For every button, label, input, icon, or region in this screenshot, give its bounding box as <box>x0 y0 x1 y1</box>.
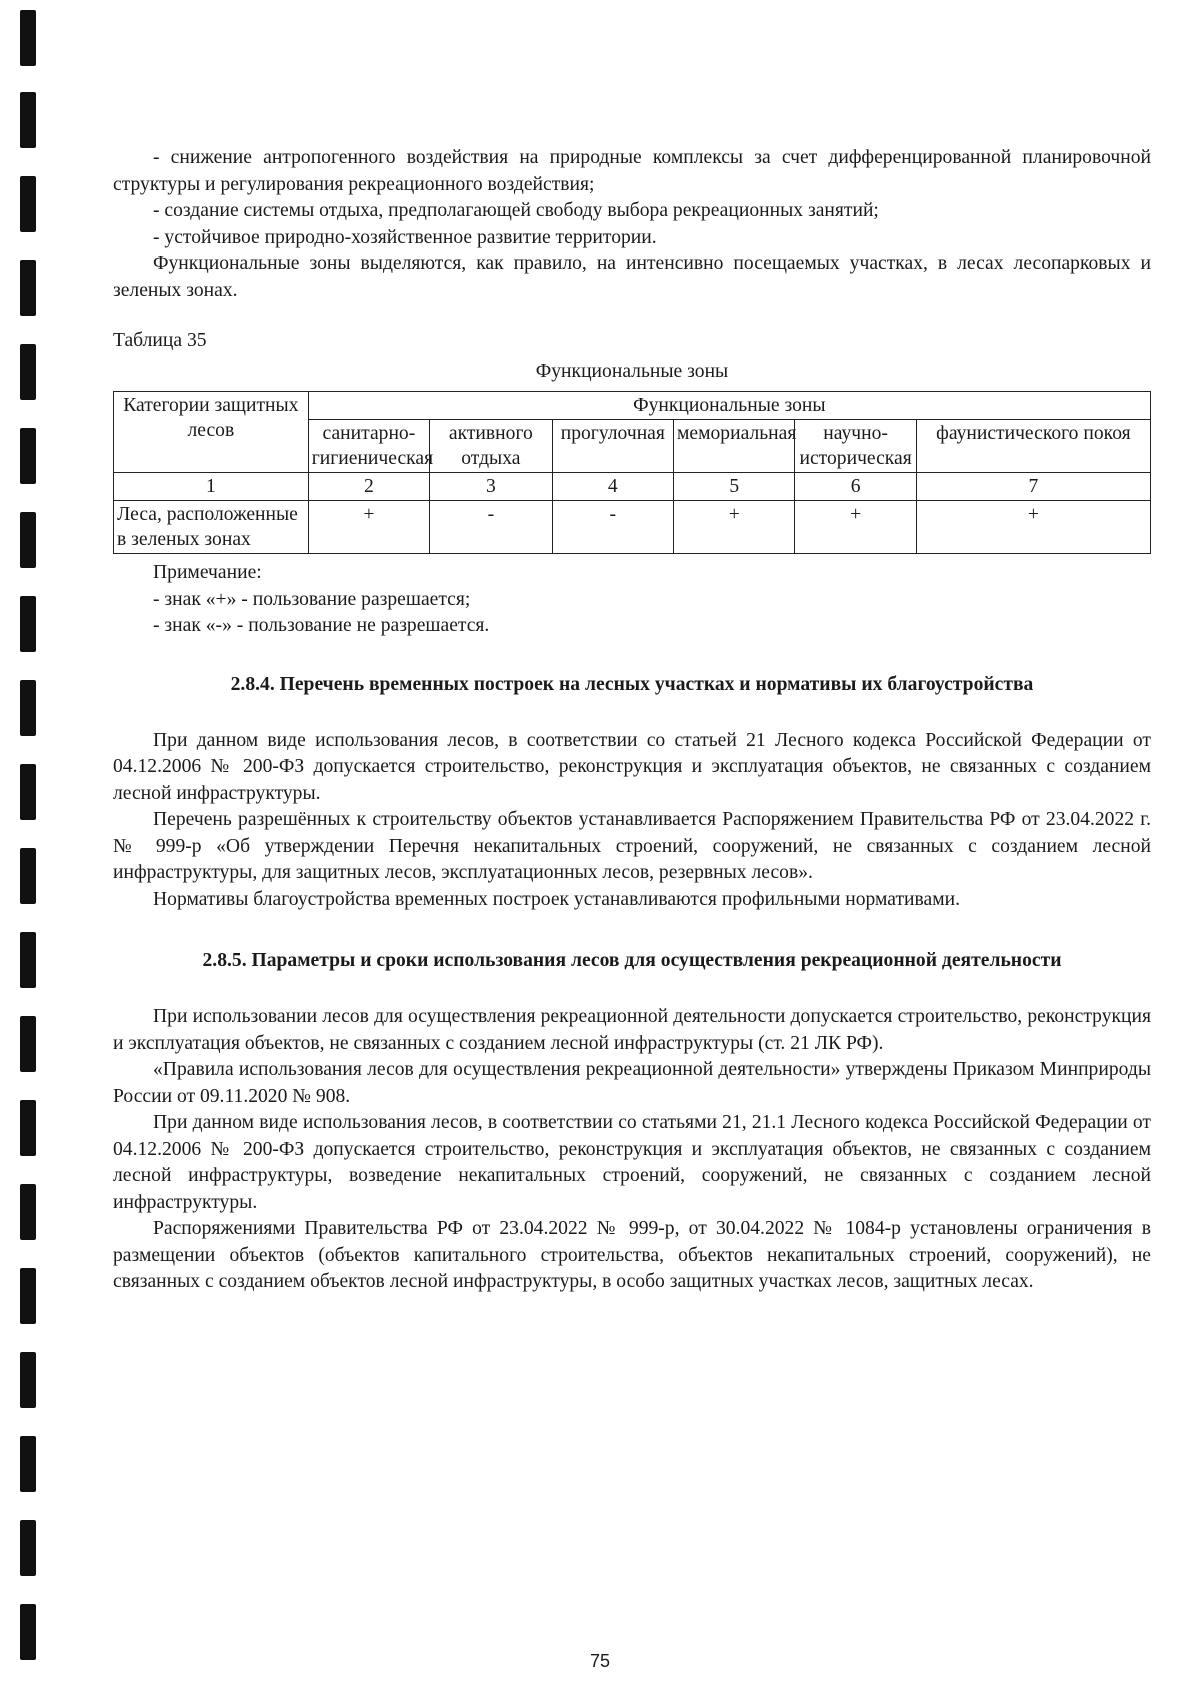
column-number: 4 <box>552 473 673 501</box>
zone-header: активного отдыха <box>430 420 553 473</box>
section-heading-2-8-5: 2.8.5. Параметры и сроки использования лесов для осуществления рекреационной деятельности <box>202 950 1062 971</box>
section-paragraph: Распоряжениями Правительства РФ от 23.04.2022 № 999-р, от 30.04.2022 № 1084-р установлены ограничения в размещении объектов (объектов капитального строительства, объектов некапитальных строений, сооружений), не связанных с созданием объектов лесной инфраструктуры, в особо защитных участках лесов, защитных лесах. <box>113 1218 1151 1292</box>
zone-header: научно-историческая <box>795 420 916 473</box>
table-number: Таблица 35 <box>113 330 207 351</box>
column-number: 6 <box>795 473 916 501</box>
section-paragraph: Нормативы благоустройства временных построек устанавливаются профильными нормативами. <box>153 888 961 910</box>
binder-holes <box>20 0 42 1708</box>
table-cell: + <box>308 501 429 554</box>
zones-group-header: Функциональные зоны <box>308 392 1150 420</box>
table-cell: + <box>795 501 916 554</box>
table-number-row <box>114 473 1151 501</box>
binder-hole <box>20 932 36 988</box>
binder-hole <box>20 92 36 148</box>
section-paragraph: «Правила использования лесов для осуществления рекреационной деятельности» утверждены Приказом Минприроды России от 09.11.2020 № 908. <box>113 1059 1151 1107</box>
row-label: Леса, расположенные в зеленых зонах <box>114 501 309 554</box>
column-number: 1 <box>114 473 309 501</box>
intro-bullet: - снижение антропогенного воздействия на природные комплексы за счет дифференцированной планировочной структуры и регулирования рекреационного воздействия; <box>113 147 1151 195</box>
binder-hole <box>20 1184 36 1240</box>
binder-hole <box>20 596 36 652</box>
column-number: 2 <box>308 473 429 501</box>
binder-hole <box>20 260 36 316</box>
section-heading-2-8-4: 2.8.4. Перечень временных построек на лесных участках и нормативы их благоустройства <box>230 673 1034 695</box>
binder-hole <box>20 764 36 820</box>
table-header-row <box>114 392 1151 420</box>
section-paragraph: При данном виде использования лесов, в соответствии со статьями 21, 21.1 Лесного кодекса Российской Федерации от 04.12.2006 № 200-ФЗ допускается строительство, реконструкция и эксплуатация объектов, не связанных с созданием лесной инфраструктуры, возведение некапитальных строений, сооружений, не связанных с созданием лесной инфраструктуры. <box>113 1112 1151 1213</box>
column-number: 7 <box>916 473 1150 501</box>
column-number: 3 <box>430 473 553 501</box>
table-cell: + <box>916 501 1150 554</box>
table-note <box>113 560 1151 640</box>
binder-hole <box>20 680 36 736</box>
binder-hole <box>20 1520 36 1576</box>
binder-hole <box>20 428 36 484</box>
binder-hole <box>20 1436 36 1492</box>
binder-hole <box>20 344 36 400</box>
zone-header: мемориальная <box>674 420 795 473</box>
table-cell: - <box>430 501 553 554</box>
note-line: - знак «-» - пользование не разрешается. <box>153 615 490 636</box>
table-cell: - <box>552 501 673 554</box>
binder-hole <box>20 512 36 568</box>
binder-hole <box>20 1352 36 1408</box>
binder-hole <box>20 176 36 232</box>
table-row <box>114 501 1151 554</box>
page-content <box>113 145 1151 1296</box>
intro-bullet: - устойчивое природно-хозяйственное развитие территории. <box>153 226 657 248</box>
category-header: Категории защитных лесов <box>114 392 309 473</box>
binder-hole <box>20 1268 36 1324</box>
functional-zones-table <box>113 391 1151 554</box>
binder-hole <box>20 10 36 66</box>
note-line: - знак «+» - пользование разрешается; <box>153 588 471 610</box>
binder-hole <box>20 1100 36 1156</box>
zone-header: санитарно-гигиеническая <box>308 420 429 473</box>
intro-bullet: - создание системы отдыха, предполагающей свободу выбора рекреационных занятий; <box>153 200 879 221</box>
column-number: 5 <box>674 473 795 501</box>
table-cell: + <box>674 501 795 554</box>
page-number: 75 <box>589 1651 611 1671</box>
zone-header: прогулочная <box>552 420 673 473</box>
table-caption: Функциональные зоны <box>535 360 729 382</box>
binder-hole <box>20 1016 36 1072</box>
binder-hole <box>20 848 36 904</box>
section-paragraph: При данном виде использования лесов, в соответствии со статьей 21 Лесного кодекса Российской Федерации от 04.12.2006 № 200-ФЗ допускается строительство, реконструкция и эксплуатация объектов, не связанных с созданием лесной инфраструктуры. <box>113 729 1151 804</box>
section-paragraph: При использовании лесов для осуществления рекреационной деятельности допускается строительство, реконструкция и эксплуатация объектов, не связанных с созданием лесной инфраструктуры (ст. 21 ЛК РФ). <box>113 1006 1151 1054</box>
intro-paragraph: Функциональные зоны выделяются, как правило, на интенсивно посещаемых участках, в лесах лесопарковых и зеленых зонах. <box>113 253 1151 301</box>
note-title: Примечание: <box>153 562 262 583</box>
zone-header: фаунистического покоя <box>916 420 1150 473</box>
section-paragraph: Перечень разрешённых к строительству объектов устанавливается Распоряжением Правительства РФ от 23.04.2022 г. № 999-р «Об утверждении Перечня некапитальных строений, сооружений, не связанных с созданием лесной инфраструктуры, для защитных лесов, эксплуатационных лесов, резервных лесов». <box>113 809 1151 883</box>
